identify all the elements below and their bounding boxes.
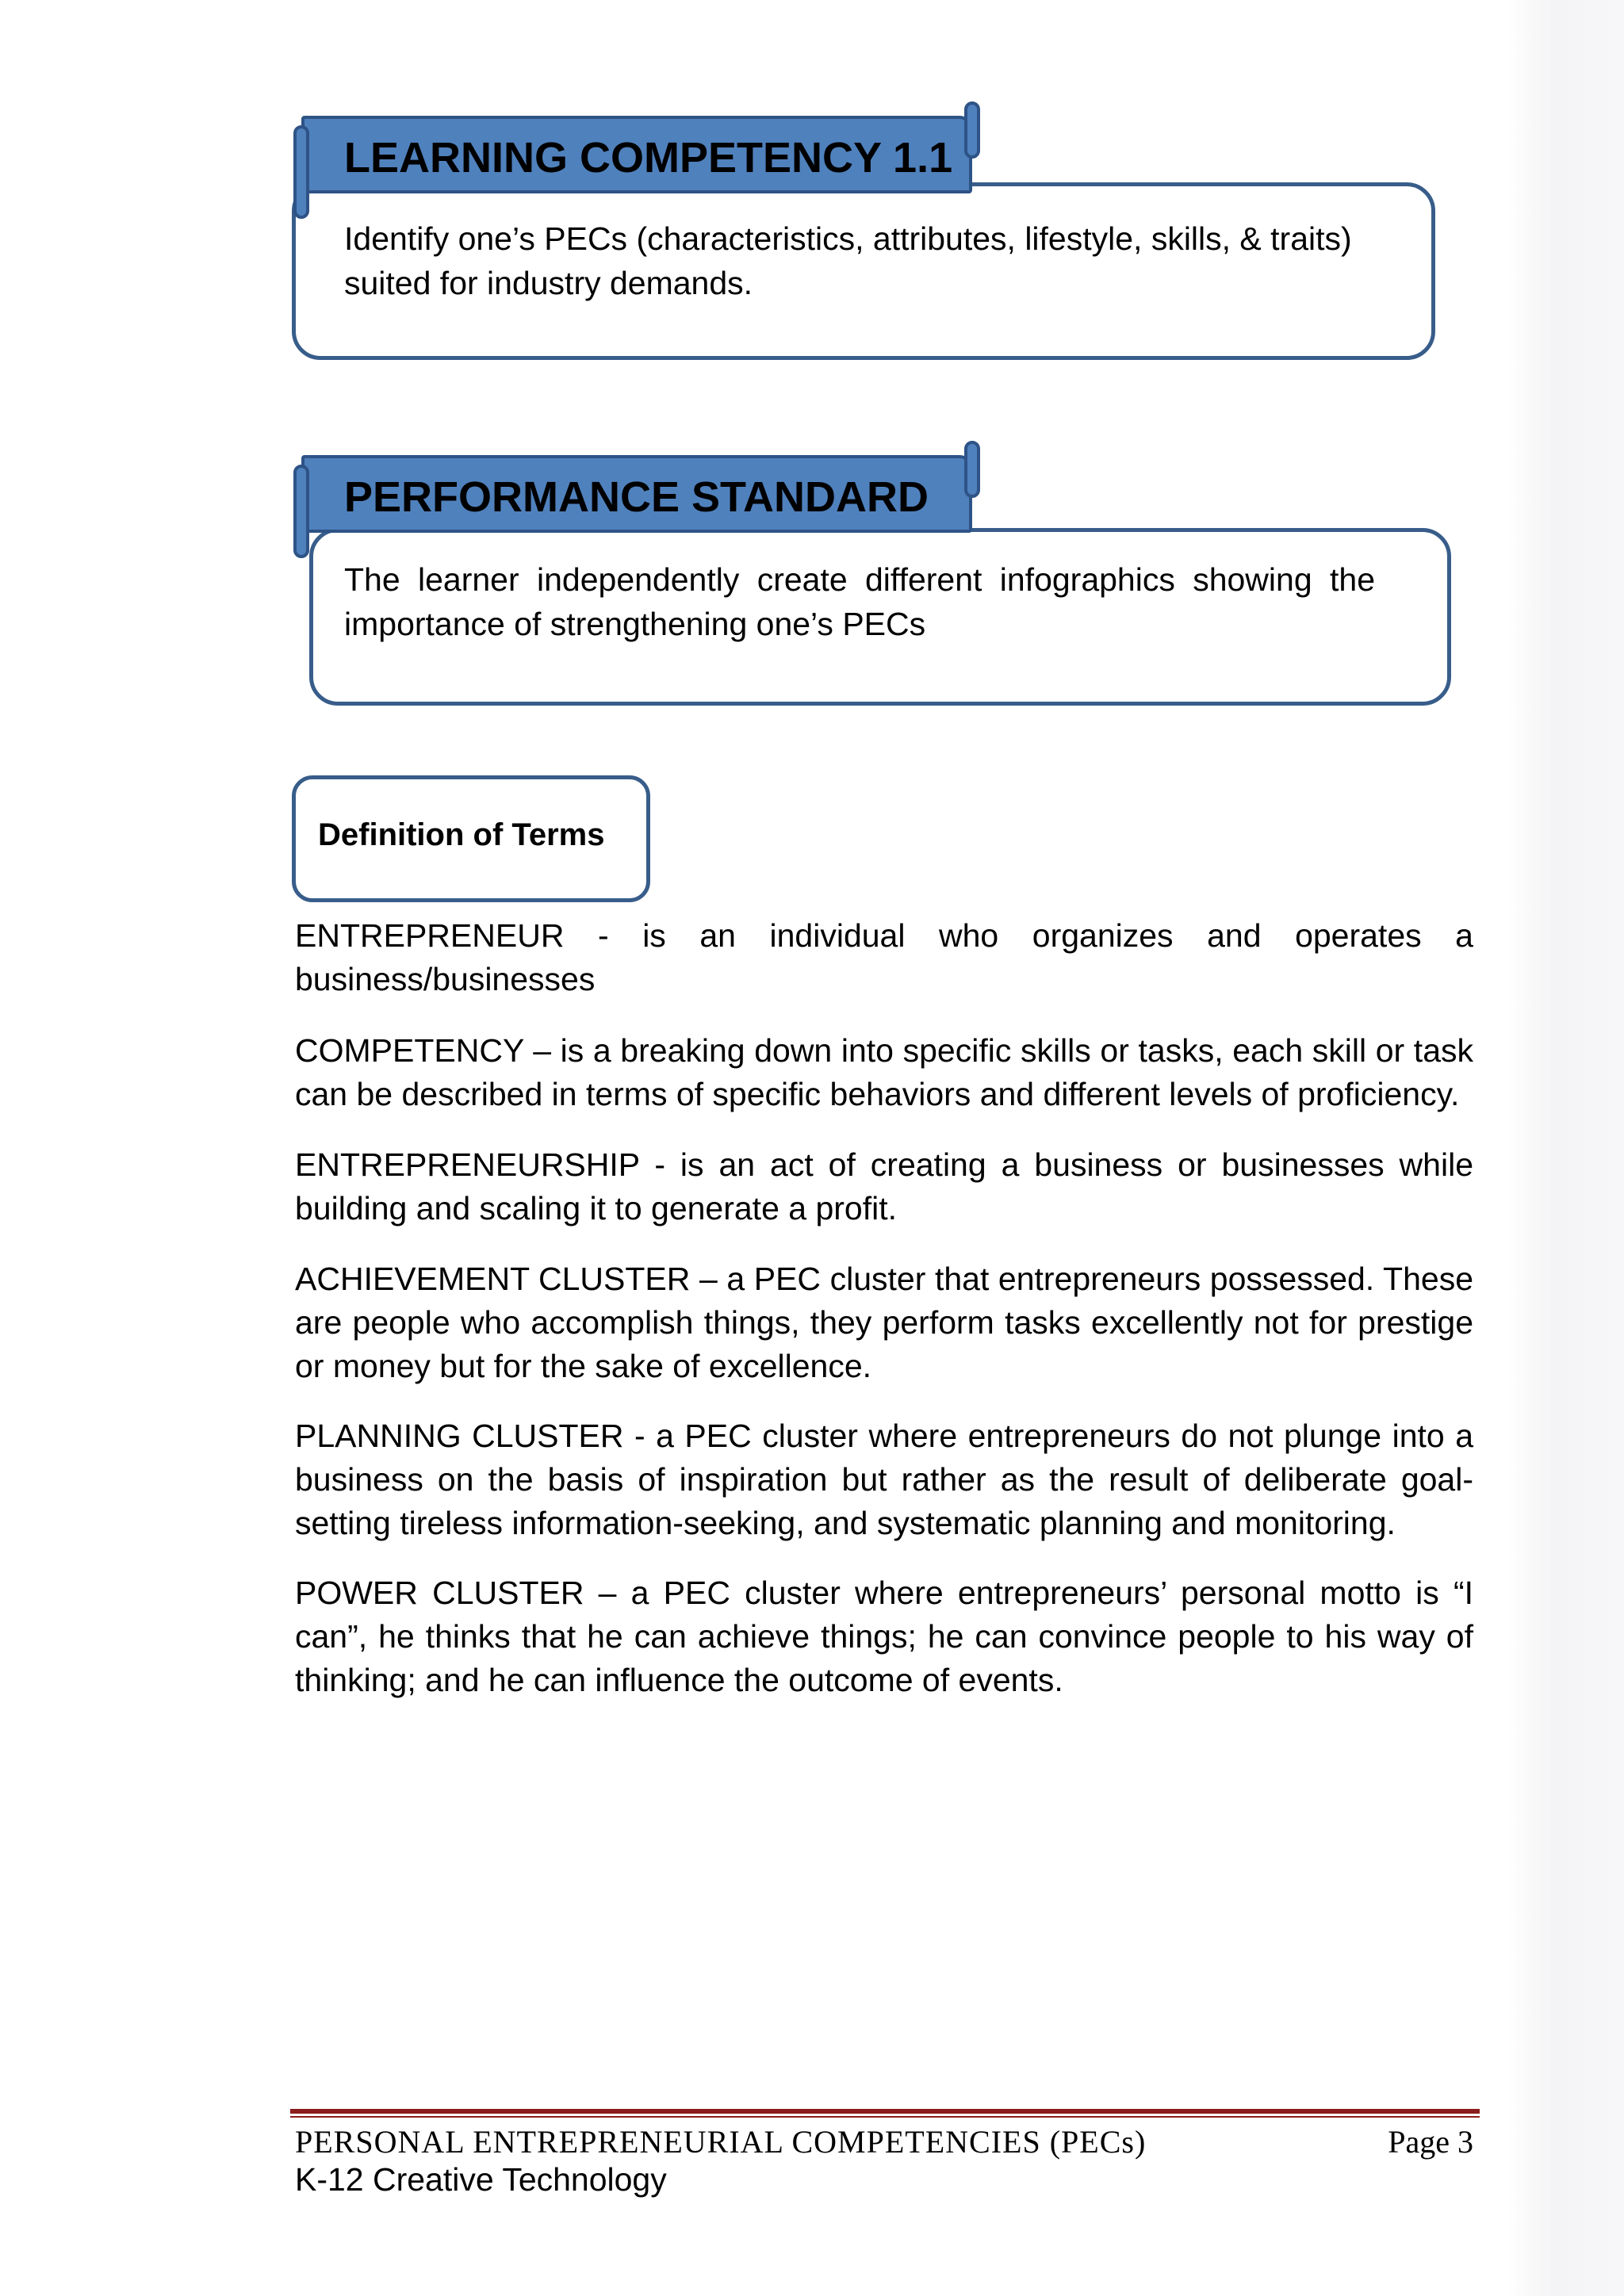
footer-rule-thin bbox=[290, 2116, 1480, 2118]
footer-rule-thick bbox=[290, 2109, 1480, 2114]
learning-competency-ribbon bbox=[301, 116, 972, 193]
ribbon-curl-left bbox=[293, 465, 309, 558]
definition-heading: Definition of Terms bbox=[318, 817, 605, 852]
page-number: Page 3 bbox=[1388, 2124, 1473, 2160]
footer-subtitle: K-12 Creative Technology bbox=[295, 2161, 667, 2198]
performance-standard-ribbon bbox=[301, 455, 972, 533]
term-competency: COMPETENCY – is a breaking down into specific skills or tasks, each skill or task can be described in terms of specific behaviors and different levels of proficiency. bbox=[295, 1032, 1473, 1112]
term-achievement-cluster: ACHIEVEMENT CLUSTER – a PEC cluster that entrepreneurs possessed. These are people who accomplish things, they perform tasks excellently not for prestige or money but for the sake of excellence. bbox=[295, 1261, 1473, 1384]
ribbon-curl-right bbox=[964, 101, 980, 159]
page-edge-shade bbox=[1507, 0, 1624, 2296]
ribbon-curl-left bbox=[293, 125, 309, 219]
definition-heading-box bbox=[292, 775, 650, 902]
performance-standard-text: The learner independently create different infographics showing the importance of strengthening one’s PECs bbox=[344, 561, 1375, 642]
term-planning-cluster: PLANNING CLUSTER - a PEC cluster where entrepreneurs do not plunge into a business on the basis of inspiration but rather as the result of deliberate goal-setting tireless information-seeking, and systematic planning and monitoring. bbox=[295, 1418, 1473, 1541]
term-power-cluster: POWER CLUSTER – a PEC cluster where entrepreneurs’ personal motto is “I can”, he thinks that he can achieve things; he can convince people to his way of thinking; and he can influence the outcome of events. bbox=[295, 1575, 1473, 1698]
ribbon-curl-right bbox=[964, 441, 980, 498]
term-entrepreneur: ENTREPRENEUR - is an individual who organizes and operates a business/businesses bbox=[295, 917, 1473, 997]
learning-competency-title: LEARNING COMPETENCY 1.1 bbox=[344, 134, 953, 182]
learning-competency-text: Identify one’s PECs (characteristics, attributes, lifestyle, skills, & traits) suited for industry demands. bbox=[344, 220, 1352, 301]
footer-title: PERSONAL ENTREPRENEURIAL COMPETENCIES (PECs) bbox=[295, 2124, 1147, 2160]
performance-standard-title: PERFORMANCE STANDARD bbox=[344, 473, 929, 521]
term-entrepreneurship: ENTREPRENEURSHIP - is an act of creating a business or businesses while building and scaling it to generate a profit. bbox=[295, 1146, 1473, 1226]
